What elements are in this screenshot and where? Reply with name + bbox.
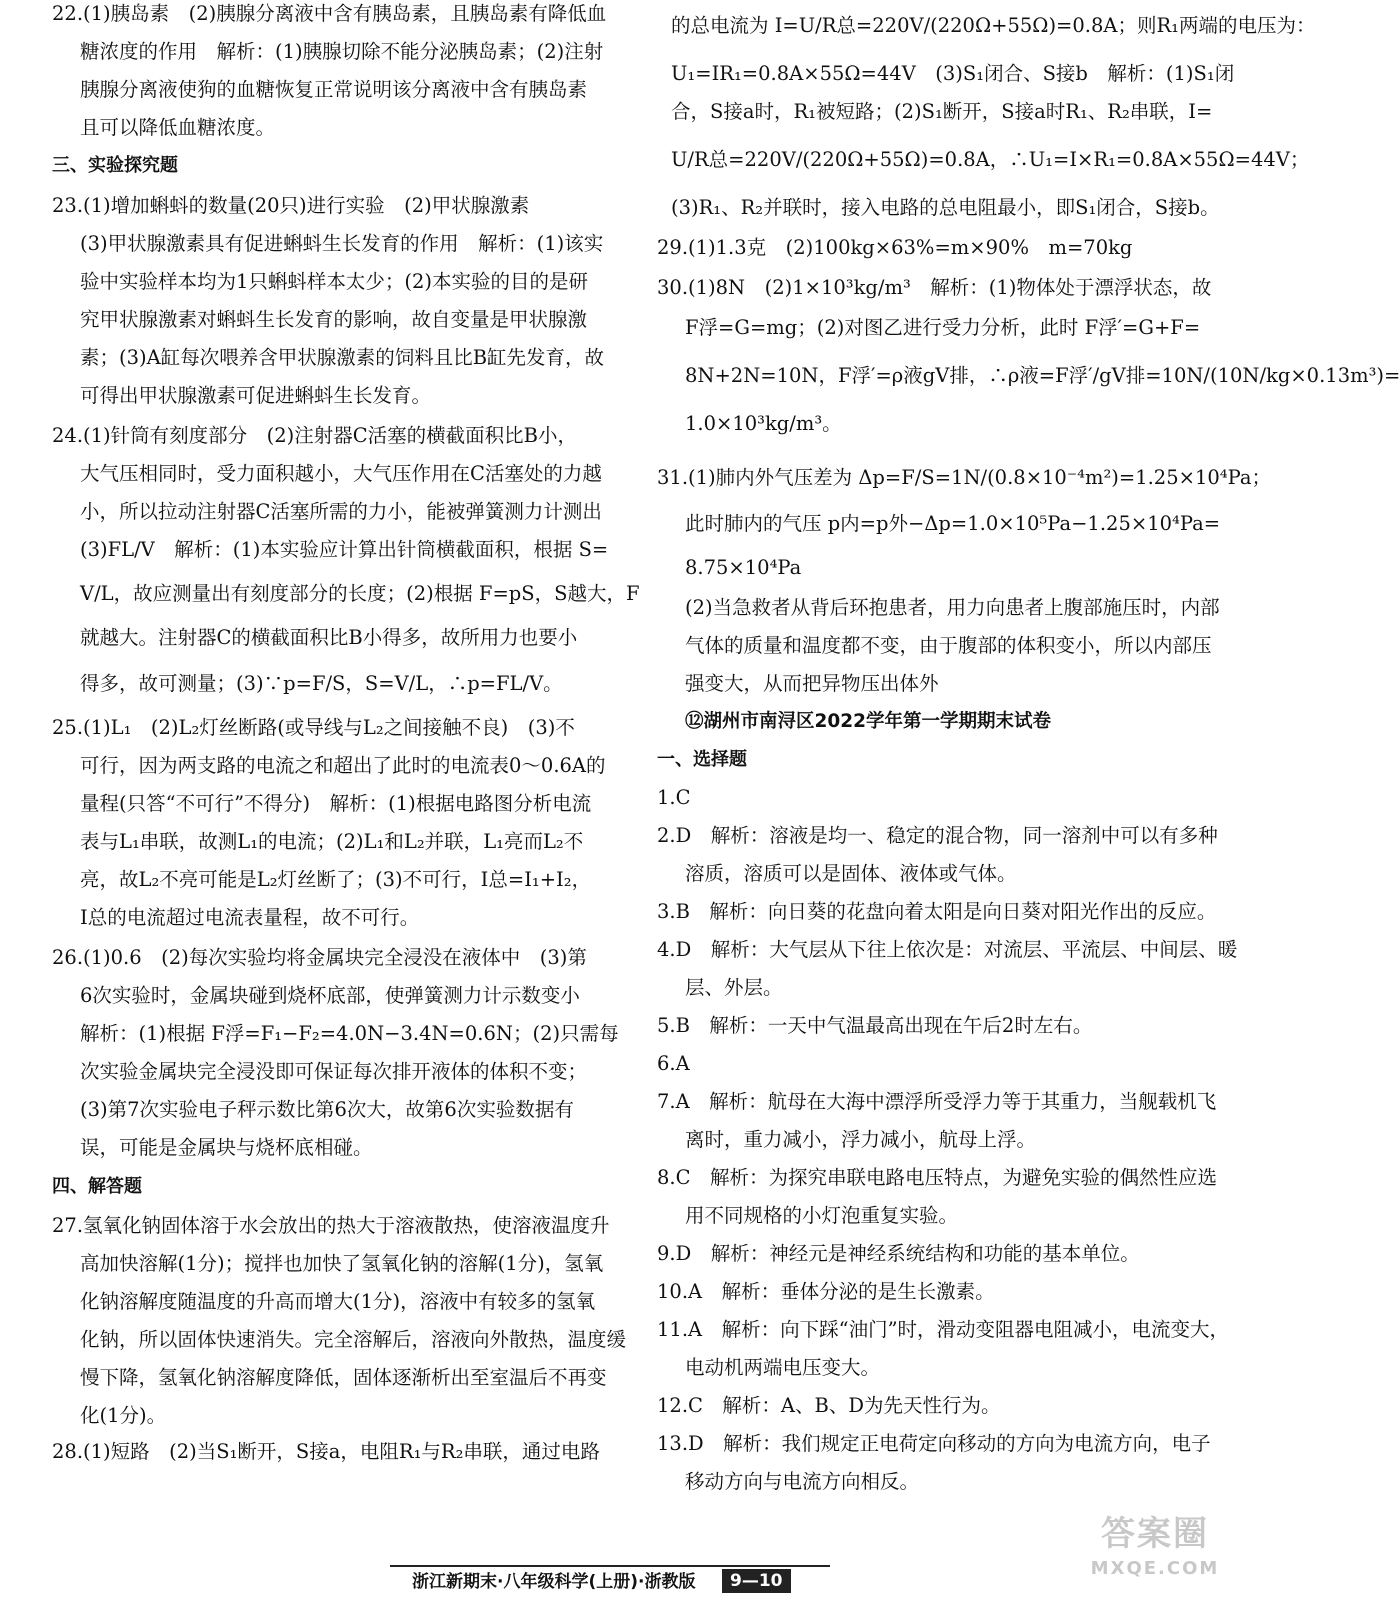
right-line-8: F浮=G=mg；(2)对图乙进行受力分析，此时 F浮′=G+F= [685,316,1201,339]
right-line-14: (2)当急救者从背后环抱患者，用力向患者上腹部施压时，内部 [685,596,1220,619]
right-line-1: 的总电流为 I=U/R总=220V/(220Ω+55Ω)=0.8A；则R₁两端的电压为： [671,14,1316,37]
left-line-31: 四、解答题 [52,1176,142,1197]
right-line-3: 合，S接a时，R₁被短路；(2)S₁断开，S接a时R₁、R₂串联，I= [671,100,1213,123]
right-line-22: 3.B 解析：向日葵的花盘向着太阳是向日葵对阳光作出的反应。 [657,900,1217,923]
right-line-11: 31.(1)肺内外气压差为 Δp=F/S=1N/(0.8×10⁻⁴m²)=1.25×10⁴Pa； [657,466,1271,489]
right-line-15: 气体的质量和温度都不变，由于腹部的体积变小，所以内部压 [685,634,1212,657]
right-line-37: 移动方向与电流方向相反。 [685,1470,920,1493]
left-line-11: 可得出甲状腺激素可促进蝌蚪生长发育。 [80,384,432,407]
right-line-6: 29.(1)1.3克 (2)100kg×63%=m×90% m=70kg [657,236,1133,259]
watermark-line1: 答案圈 [1101,1514,1209,1554]
right-line-26: 6.A [657,1052,690,1075]
right-line-23: 4.D 解析：大气层从下往上依次是：对流层、平流层、中间层、暖 [657,938,1238,961]
right-line-17: ⑫湖州市南浔区2022学年第一学期期末试卷 [685,711,1051,732]
left-line-35: 化钠，所以固体快速消失。完全溶解后，溶液向外散热，温度缓 [80,1328,627,1351]
right-line-36: 13.D 解析：我们规定正电荷定向移动的方向为电流方向，电子 [657,1432,1211,1455]
right-line-7: 30.(1)8N (2)1×10³kg/m³ 解析：(1)物体处于漂浮状态，故 [657,276,1212,299]
left-line-3: 胰腺分离液使狗的血糖恢复正常说明该分离液中含有胰岛素 [80,78,588,101]
right-line-19: 1.C [657,786,691,809]
left-line-25: 26.(1)0.6 (2)每次实验均将金属块完全浸没在液体中 (3)第 [52,946,587,969]
right-line-28: 离时，重力减小，浮力减小，航母上浮。 [685,1128,1037,1151]
right-line-2: U₁=IR₁=0.8A×55Ω=44V (3)S₁闭合、S接b 解析：(1)S₁闭 [671,62,1235,85]
left-line-15: (3)FL/V 解析：(1)本实验应计算出针筒横截面积，根据 S= [80,538,609,561]
right-line-30: 用不同规格的小灯泡重复实验。 [685,1204,959,1227]
left-line-5: 三、实验探究题 [52,155,178,176]
left-line-33: 高加快溶解(1分)；搅拌也加快了氢氧化钠的溶解(1分)，氢氧 [80,1252,604,1275]
right-line-16: 强变大，从而把异物压出体外 [685,672,939,695]
right-line-20: 2.D 解析：溶液是均一、稳定的混合物，同一溶剂中可以有多种 [657,824,1218,847]
left-line-30: 误，可能是金属块与烧杯底相碰。 [80,1136,373,1159]
left-line-10: 素；(3)A缸每次喂养含甲状腺激素的饲料且比B缸先发育，故 [80,346,605,369]
footer-title: 浙江新期末·八年级科学(上册)·浙教版 [412,1572,696,1592]
left-line-16: V/L，故应测量出有刻度部分的长度；(2)根据 F=pS，S越大，F [80,582,640,605]
left-line-18: 得多，故可测量；(3)∵p=F/S，S=V/L，∴p=FL/V。 [80,672,563,695]
left-line-34: 化钠溶解度随温度的升高而增大(1分)，溶液中有较多的氢氧 [80,1290,596,1313]
watermark-line2: MXQE.COM [1090,1558,1220,1579]
left-line-38: 28.(1)短路 (2)当S₁断开，S接a，电阻R₁与R₂串联，通过电路 [52,1440,600,1463]
left-line-27: 解析：(1)根据 F浮=F₁−F₂=4.0N−3.4N=0.6N；(2)只需每 [80,1022,619,1045]
left-line-20: 可行，因为两支路的电流之和超出了此时的电流表0～0.6A的 [80,754,606,777]
right-line-35: 12.C 解析：A、B、D为先天性行为。 [657,1394,1001,1417]
left-line-24: I总的电流超过电流表量程，故不可行。 [80,906,420,929]
right-line-4: U/R总=220V/(220Ω+55Ω)=0.8A，∴U₁=I×R₁=0.8A×55Ω=44V； [671,148,1310,171]
left-line-12: 24.(1)针筒有刻度部分 (2)注射器C活塞的横截面积比B小， [52,424,578,447]
left-line-29: (3)第7次实验电子秤示数比第6次大，故第6次实验数据有 [80,1098,574,1121]
left-line-37: 化(1分)。 [80,1404,167,1427]
footer [390,1565,830,1597]
left-line-1: 22.(1)胰岛素 (2)胰腺分离液中含有胰岛素，且胰岛素有降低血 [52,2,607,25]
left-line-32: 27.氢氧化钠固体溶于水会放出的热大于溶液散热，使溶液温度升 [52,1214,610,1237]
right-line-31: 9.D 解析：神经元是神经系统结构和功能的基本单位。 [657,1242,1140,1265]
left-line-22: 表与L₁串联，故测L₁的电流；(2)L₁和L₂并联，L₁亮而L₂不 [80,830,584,853]
right-line-5: (3)R₁、R₂并联时，接入电路的总电阻最小，即S₁闭合，S接b。 [671,196,1220,219]
left-line-4: 且可以降低血糖浓度。 [80,116,276,139]
left-line-8: 验中实验样本均为1只蝌蚪样本太少；(2)本实验的目的是研 [80,270,589,293]
left-line-26: 6次实验时，金属块碰到烧杯底部，使弹簧测力计示数变小 [80,984,580,1007]
page-number: 9—10 [722,1569,791,1593]
left-line-14: 小，所以拉动注射器C活塞所需的力小，能被弹簧测力计测出 [80,500,602,523]
right-line-34: 电动机两端电压变大。 [685,1356,881,1379]
right-line-12: 此时肺内的气压 p内=p外−Δp=1.0×10⁵Pa−1.25×10⁴Pa= [685,512,1221,535]
right-line-29: 8.C 解析：为探究串联电路电压特点，为避免实验的偶然性应选 [657,1166,1218,1189]
left-line-28: 次实验金属块完全浸没即可保证每次排开液体的体积不变； [80,1060,588,1083]
left-line-21: 量程(只答“不可行”不得分) 解析：(1)根据电路图分析电流 [80,792,592,815]
right-line-13: 8.75×10⁴Pa [685,556,802,579]
right-line-27: 7.A 解析：航母在大海中漂浮所受浮力等于其重力，当舰载机飞 [657,1090,1217,1113]
left-line-13: 大气压相同时，受力面积越小，大气压作用在C活塞处的力越 [80,462,602,485]
left-line-7: (3)甲状腺激素具有促进蝌蚪生长发育的作用 解析：(1)该实 [80,232,604,255]
right-line-25: 5.B 解析：一天中气温最高出现在午后2时左右。 [657,1014,1093,1037]
right-line-21: 溶质，溶质可以是固体、液体或气体。 [685,862,1017,885]
left-line-23: 亮，故L₂不亮可能是L₂灯丝断了；(3)不可行，I总=I₁+I₂， [80,868,592,891]
right-line-32: 10.A 解析：垂体分泌的是生长激素。 [657,1280,995,1303]
right-line-24: 层、外层。 [685,976,783,999]
right-line-9: 8N+2N=10N，F浮′=ρ液gV排，∴ρ液=F浮′/gV排=10N/(10N/kg×0.13m³)= [685,364,1400,387]
right-line-10: 1.0×10³kg/m³。 [685,412,842,435]
left-line-9: 究甲状腺激素对蝌蚪生长发育的影响，故自变量是甲状腺激 [80,308,588,331]
watermark-logo [1080,1512,1230,1592]
right-line-33: 11.A 解析：向下踩“油门”时，滑动变阻器电阻减小，电流变大， [657,1318,1230,1341]
left-line-6: 23.(1)增加蝌蚪的数量(20只)进行实验 (2)甲状腺激素 [52,194,530,217]
left-line-2: 糖浓度的作用 解析：(1)胰腺切除不能分泌胰岛素；(2)注射 [80,40,604,63]
left-line-19: 25.(1)L₁ (2)L₂灯丝断路(或导线与L₂之间接触不良) (3)不 [52,716,575,739]
left-line-17: 就越大。注射器C的横截面积比B小得多，故所用力也要小 [80,626,578,649]
right-line-18: 一、选择题 [657,749,747,770]
left-line-36: 慢下降，氢氧化钠溶解度降低，固体逐渐析出至室温后不再变 [80,1366,607,1389]
